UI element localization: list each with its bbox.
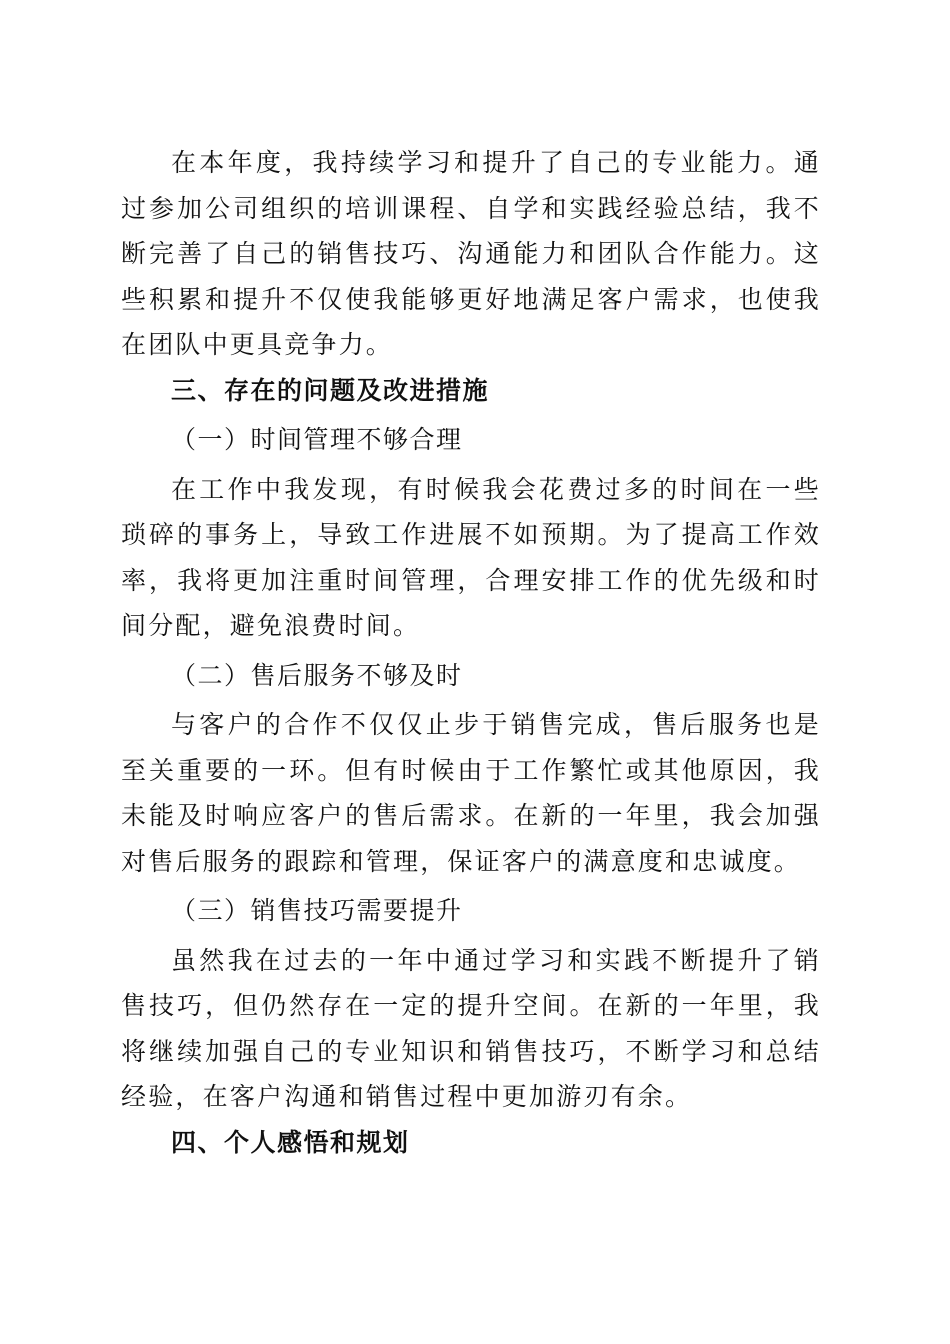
subheading-sales-skills: （三）销售技巧需要提升	[171, 896, 463, 925]
section-heading-problems: 三、存在的问题及改进措施	[171, 375, 490, 405]
subheading-after-sales: （二）售后服务不够及时	[171, 660, 463, 690]
paragraph-time-management: 在工作中我发现，有时候我会花费过多的时间在一些琐碎的事务上，导致工作进展不如预期。为了提高工作效率，我将更加注重时间管理，合理安排工作的优先级和时间分配，避免浪费时间。	[121, 474, 821, 640]
paragraph-sales-skills: 虽然我在过去的一年中通过学习和实践不断提升了销售技巧，但仍然存在一定的提升空间。在新的一年里，我将继续加强自己的专业知识和销售技巧，不断学习和总结经验，在客户沟通和销售过程中更加游刃有余。	[121, 945, 821, 1111]
subheading-time-management: （一）时间管理不够合理	[171, 425, 463, 454]
section-heading-reflection: 四、个人感悟和规划	[171, 1127, 410, 1157]
document-body	[121, 140, 821, 1165]
paragraph-professional-growth: 在本年度，我持续学习和提升了自己的专业能力。通过参加公司组织的培训课程、自学和实践经验总结，我不断完善了自己的销售技巧、沟通能力和团队合作能力。这些积累和提升不仅使我能够更好地满足客户需求，也使我在团队中更具竞争力。	[121, 148, 821, 359]
paragraph-after-sales: 与客户的合作不仅仅止步于销售完成，售后服务也是至关重要的一环。但有时候由于工作繁忙或其他原因，我未能及时响应客户的售后需求。在新的一年里，我会加强对售后服务的跟踪和管理，保证客户的满意度和忠诚度。	[121, 710, 821, 876]
